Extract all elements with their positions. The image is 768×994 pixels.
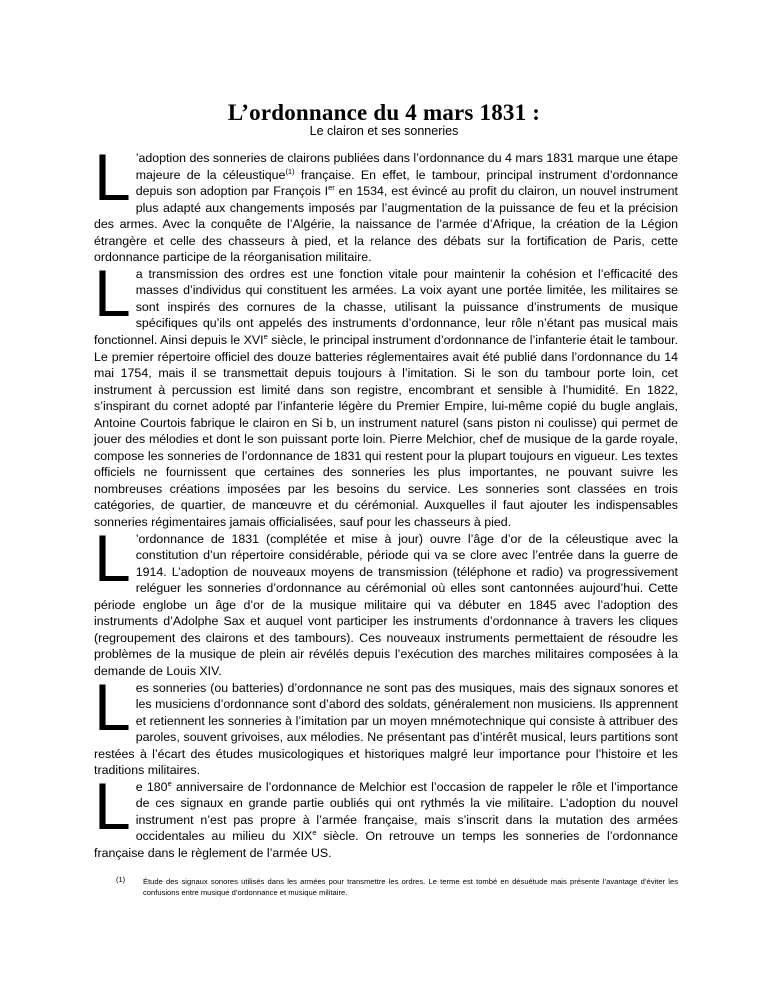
superscript: e (167, 778, 172, 788)
superscript: (1) (285, 166, 295, 176)
paragraph-text: e 180 (135, 779, 168, 794)
superscript: e (312, 828, 317, 838)
paragraph-text: siècle, le principal instrument d’ordonnance de l’infanterie était le tambour. Le premier répertoire officiel des douze batteries réglementaires avait été publié dans l’ordonnance du 14 mai 1754, mais il se transmettait depuis toujours à l’imitation. Si le son du tambour porte loin, cet instrument à percussion est limité dans son registre, encombrant et sensible à l’humidité. En 1822, s’inspirant du cornet adopté par l’infanterie légère du Premier Empire, lui-même copié du bugle anglais, Antoine Courtois fabrique le clairon en Si b, un instrument naturel (sans piston ni coulisse) qui permet de jouer des mélodies et dont le son puissant porte loin. Pierre Melchior, chef de musique de la garde royale, compose les sonneries de l’ordonnance de 1831 qui restent pour la plupart toujours en vigueur. Les textes officiels ne fournissent que certaines des sonneries les plus importantes, ne pouvant suivre les nombreuses créations imposées par les besoins du service. Les sonneries sont classées en trois catégories, de quartier, de manœuvre et du cérémonial. Auxquelles il faut ajouter les indispensables sonneries régimentaires jamais officialisées, sauf pour les chasseurs à pied. (94, 333, 678, 530)
superscript: er (328, 183, 335, 193)
paragraph (94, 140, 678, 266)
paragraph-text: en 1534, est évincé au profit du clairon, un nouvel instrument plus adapté aux changements imposés par l’augmentation de la puissance de feu et la précision des armes. Avec la conquête de l’Algérie, la naissance de l’armée d’Afrique, la création de la Légion étrangère et celle des chasseurs à pied, et la relance des débats sur la fortification de Paris, cette ordonnance participe de la réorganisation militaire. (94, 184, 678, 265)
paragraph-text: siècle. On retrouve un temps les sonneries de l’ordonnance française dans le règlement de l’armée US. (94, 829, 678, 860)
page-subtitle: Le clairon et ses sonneries (309, 124, 459, 138)
paragraph-text: a transmission des ordres est une fonction vitale pour maintenir la cohésion et l’efficacité des masses d’individus qui constituent les armées. La voix ayant une portée limitée, les militaires se sont inspirés des cornures de la chasse, utilisant la puissance d’instruments de musique spécifiques qu’ils ont appelés des instruments d’ordonnance, leur rôle n’étant pas musical mais fonctionnel. Ainsi depuis le XVI (94, 266, 678, 348)
drop-cap: L (94, 669, 131, 744)
drop-cap: L (94, 768, 131, 843)
paragraph-text: es sonneries (ou batteries) d’ordonnance ne sont pas des musiques, mais des signaux sonores et les musiciens d’ordonnance sont d’abord des soldats, généralement non musiciens. Ils apprennent et retiennent les sonneries à l’imitation par un moyen mnémotechnique qui consiste à attribuer des paroles, souvent grivoises, aux mélodies. Ne présentant pas d’intérêt musical, leurs partitions sont restées à l’écart des études musicologiques et historiques malgré leur importance pour l’histoire et les traditions militaires. (94, 680, 678, 778)
footnote-mark: (1) (116, 875, 126, 884)
paragraph (94, 520, 678, 680)
page-title: L’ordonnance du 4 mars 1831 : (227, 100, 541, 125)
paragraph-text: française. En effet, le tambour, principal instrument d’ordonnance depuis son adoption par François I (135, 167, 678, 199)
paragraph-text: ’ordonnance de 1831 (complétée et mise à jour) ouvre l’âge d’or de la céleustique avec la constitution d’un répertoire considérable, période qui va se clore avec l’entrée dans la guerre de 1914. L’adoption de nouveaux moyens de transmission (téléphone et radio) va progressivement reléguer les sonneries d’ordonnance au cérémonial où elles sont cantonnées aujourd’hui. Cette période englobe un âge d’or de la musique militaire qui va débuter en 1845 avec l’adoption des instruments d’Adolphe Sax et auquel vont participer les instruments d’ordonnance à travers les cliques (regroupement des clairons et des tambours). Ces nouveaux instruments permettaient de résoudre les problèmes de la musique de plein air révélés depuis l’exécution des marches militaires composées à la demande de Louis XIV. (94, 531, 678, 678)
paragraph (94, 255, 678, 531)
paragraph (94, 768, 678, 862)
superscript: e (263, 332, 268, 342)
paragraph (94, 669, 678, 779)
article-body (94, 140, 678, 862)
drop-cap: L (94, 520, 131, 595)
paragraph-text: ’adoption des sonneries de clairons publiées dans l’ordonnance du 4 mars 1831 marque une étape majeure de la céleustique (135, 151, 678, 182)
drop-cap: L (94, 140, 131, 214)
paragraph-text: anniversaire de l’ordonnance de Melchior est l’occasion de rappeler le rôle et l’importance de ces signaux en grande partie oubliés qui ont rythmés la vie militaire. L’adoption du nouvel instrument n’est pas propre à l’armée française, mais s’inscrit dans la mutation des armées occidentales au milieu du XIX (135, 779, 678, 844)
footnote-text: Étude des signaux sonores utilisés dans les armées pour transmettre les ordres. Le terme est tombé en désuétude mais présente l’avantage d’éviter les confusions entre musique d’ordonnance et musique militaire. (143, 877, 678, 897)
drop-cap: L (94, 255, 131, 330)
footnote (94, 876, 678, 898)
